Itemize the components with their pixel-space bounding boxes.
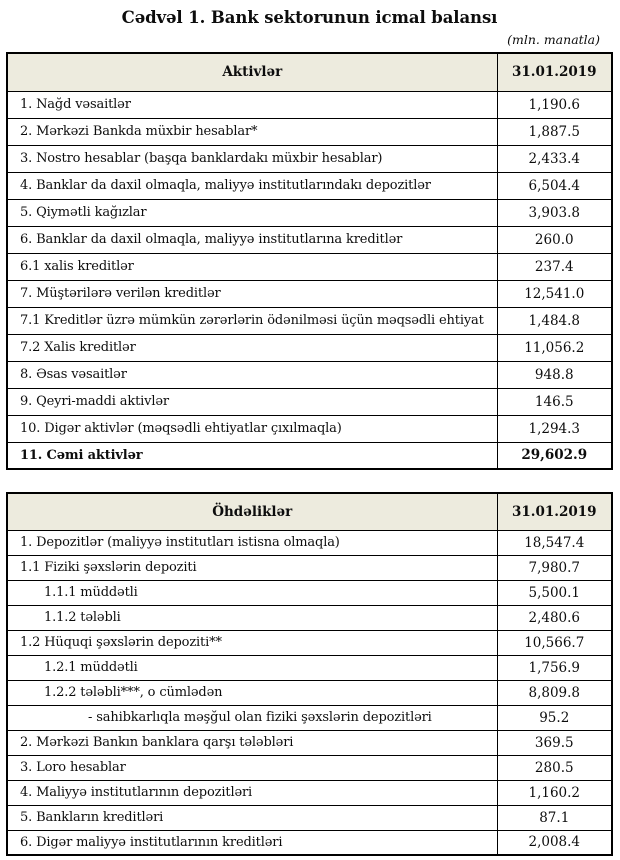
row-value: 2,008.4 <box>497 830 612 855</box>
liabilities-header-date: 31.01.2019 <box>497 493 612 530</box>
row-label: 10. Digər aktivlər (məqsədli ehtiyatlar çıxılmaqla) <box>7 415 497 442</box>
table-row <box>7 730 612 755</box>
table-row <box>7 172 612 199</box>
row-value: 1,887.5 <box>497 118 612 145</box>
row-value: 10,566.7 <box>497 630 612 655</box>
row-label: 2. Mərkəzi Bankda müxbir hesablar* <box>7 118 497 145</box>
row-label: 11. Cəmi aktivlər <box>7 442 497 469</box>
table-row <box>7 830 612 855</box>
row-value: 12,541.0 <box>497 280 612 307</box>
table-row <box>7 388 612 415</box>
unit-note: (mln. manatla) <box>507 32 600 47</box>
table-row <box>7 755 612 780</box>
row-value: 1,294.3 <box>497 415 612 442</box>
table-row <box>7 307 612 334</box>
row-value: 95.2 <box>497 705 612 730</box>
row-label: 3. Nostro hesablar (başqa banklardakı müxbir hesablar) <box>7 145 497 172</box>
row-value: 5,500.1 <box>497 580 612 605</box>
row-label: 6. Digər maliyyə institutlarının kreditləri <box>7 830 497 855</box>
header-row <box>7 53 612 91</box>
table-row <box>7 91 612 118</box>
row-label: 4. Maliyyə institutlarının depozitləri <box>7 780 497 805</box>
row-label: 9. Qeyri-maddi aktivlər <box>7 388 497 415</box>
row-label: 3. Loro hesablar <box>7 755 497 780</box>
liabilities-table-body <box>7 530 612 855</box>
row-value: 1,484.8 <box>497 307 612 334</box>
row-value: 2,433.4 <box>497 145 612 172</box>
header-row <box>7 493 612 530</box>
row-label: 1. Depozitlər (maliyyə institutları istisna olmaqla) <box>7 530 497 555</box>
row-value: 146.5 <box>497 388 612 415</box>
row-label: 1.1 Fiziki şəxslərin depoziti <box>7 555 497 580</box>
assets-table <box>6 52 613 470</box>
row-label: 1.2.2 tələbli***, o cümlədən <box>7 680 497 705</box>
table-row <box>7 655 612 680</box>
document-page <box>6 8 613 856</box>
row-label: 1.1.1 müddətli <box>7 580 497 605</box>
row-label: 7. Müştərilərə verilən kreditlər <box>7 280 497 307</box>
table-row <box>7 555 612 580</box>
assets-header-label: Aktivlər <box>7 53 497 91</box>
table-row <box>7 630 612 655</box>
row-value: 11,056.2 <box>497 334 612 361</box>
table-row <box>7 605 612 630</box>
row-label: 1.2 Hüquqi şəxslərin depoziti** <box>7 630 497 655</box>
row-value: 87.1 <box>497 805 612 830</box>
row-label: 1. Nağd vəsaitlər <box>7 91 497 118</box>
table-row <box>7 253 612 280</box>
row-value: 8,809.8 <box>497 680 612 705</box>
table-row <box>7 415 612 442</box>
row-value: 7,980.7 <box>497 555 612 580</box>
table-row <box>7 361 612 388</box>
assets-table-header <box>7 53 612 91</box>
row-value: 6,504.4 <box>497 172 612 199</box>
row-label: 5. Qiymətli kağızlar <box>7 199 497 226</box>
row-label: 4. Banklar da daxil olmaqla, maliyyə institutlarındakı depozitlər <box>7 172 497 199</box>
row-value: 1,160.2 <box>497 780 612 805</box>
table-row <box>7 442 612 469</box>
row-value: 260.0 <box>497 226 612 253</box>
table-row <box>7 118 612 145</box>
table-row <box>7 280 612 307</box>
row-value: 280.5 <box>497 755 612 780</box>
table-row <box>7 226 612 253</box>
row-label: - sahibkarlıqla məşğul olan fiziki şəxslərin depozitləri <box>7 705 497 730</box>
row-label: 8. Əsas vəsaitlər <box>7 361 497 388</box>
row-value: 3,903.8 <box>497 199 612 226</box>
row-label: 6. Banklar da daxil olmaqla, maliyyə institutlarına kreditlər <box>7 226 497 253</box>
liabilities-header-label: Öhdəliklər <box>7 493 497 530</box>
table-gap <box>6 470 613 492</box>
row-label: 5. Bankların kreditləri <box>7 805 497 830</box>
row-value: 1,190.6 <box>497 91 612 118</box>
row-label: 7.1 Kreditlər üzrə mümkün zərərlərin ödənilməsi üçün məqsədli ehtiyat <box>7 307 497 334</box>
table-row <box>7 780 612 805</box>
page-title: Cədvəl 1. Bank sektorunun icmal balansı <box>121 8 498 27</box>
row-value: 29,602.9 <box>497 442 612 469</box>
row-value: 369.5 <box>497 730 612 755</box>
row-value: 237.4 <box>497 253 612 280</box>
table-row <box>7 334 612 361</box>
liabilities-table-header <box>7 493 612 530</box>
table-row <box>7 805 612 830</box>
row-label: 1.1.2 tələbli <box>7 605 497 630</box>
table-row <box>7 199 612 226</box>
assets-header-date: 31.01.2019 <box>497 53 612 91</box>
table-row <box>7 145 612 172</box>
row-value: 2,480.6 <box>497 605 612 630</box>
row-label: 1.2.1 müddətli <box>7 655 497 680</box>
table-row <box>7 580 612 605</box>
row-label: 6.1 xalis kreditlər <box>7 253 497 280</box>
table-row <box>7 530 612 555</box>
row-label: 7.2 Xalis kreditlər <box>7 334 497 361</box>
table-row <box>7 705 612 730</box>
liabilities-table <box>6 492 613 856</box>
table-row <box>7 680 612 705</box>
row-label: 2. Mərkəzi Bankın banklara qarşı tələbləri <box>7 730 497 755</box>
assets-table-body <box>7 91 612 469</box>
row-value: 1,756.9 <box>497 655 612 680</box>
row-value: 18,547.4 <box>497 530 612 555</box>
row-value: 948.8 <box>497 361 612 388</box>
